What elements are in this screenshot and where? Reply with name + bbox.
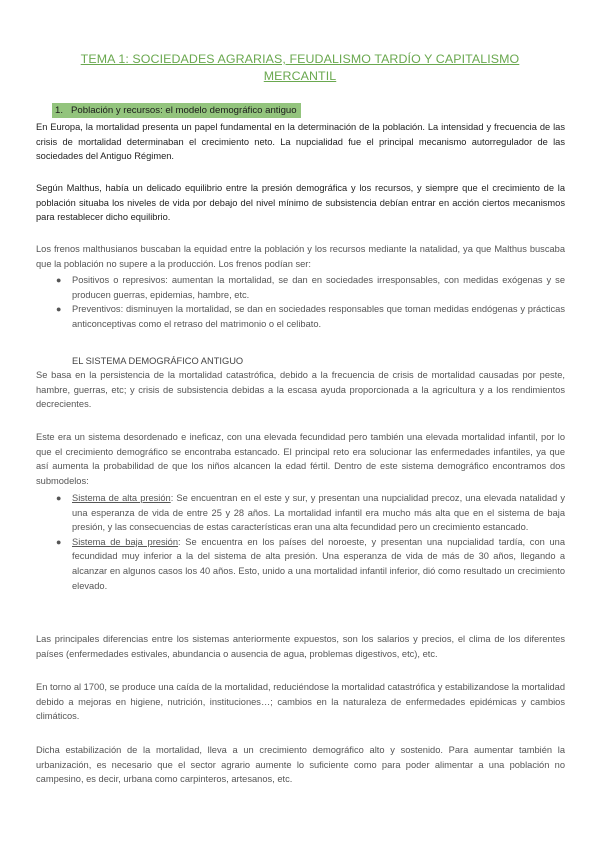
document-title <box>60 51 540 85</box>
paragraph-estabilizacion: Dicha estabilización de la mortalidad, lleva a un crecimiento demográfico alto y sostenido. Para aumentar también la urbanización, es necesario que el sector agrario aumente lo suficiente como para poder alimentar a una población no campesino, es decir, urbana como carpinteros, artesanos, etc. <box>36 745 565 785</box>
bullet-icon: ● <box>56 304 62 315</box>
section-number: 1. <box>55 105 64 116</box>
section-label: Población y recursos: el modelo demográfico antiguo <box>71 105 297 116</box>
paragraph-malthus: Según Malthus, había un delicado equilibrio entre la presión demográfica y los recursos, y siempre que el crecimiento de la población situaba los niveles de vida por debajo del nivel mínimo de subsistencia debían entrar en acción ciertos mecanismos para restablecer dicho equilibrio. <box>36 183 565 223</box>
bullet-icon: ● <box>56 493 62 503</box>
list-item <box>36 491 565 535</box>
list-item <box>36 535 565 593</box>
list-item-text: Positivos o represivos: aumentan la mortalidad, se dan en sociedades irresponsables, con medidas exógenas y se producen guerras, epidemias, hambre, etc. <box>72 275 565 300</box>
paragraph-frenos: Los frenos malthusianos buscaban la equidad entre la población y los recursos mediante la natalidad, ya que Malthus buscaba que la población no supere a la producción. Los frenos podían ser: <box>36 244 565 269</box>
bullet-icon: ● <box>56 536 62 547</box>
submodelos-list <box>36 491 565 593</box>
bullet-icon: ● <box>56 275 62 285</box>
list-item-text: : Se encuentra en los países del noroeste, y presentan una nupcialidad tardía, con una fecundidad muy inferior a la del sistema de alta presión. Una esperanza de vida de más de 30 años, llegando a alcanzar en algunos casos los 40 años. Esto, unido a una mortalidad infantil inferior, dió como resultado un crecimiento elevado. <box>72 536 565 591</box>
paragraph-mortalidad-catastrofica: Se basa en la persistencia de la mortalidad catastrófica, debido a la frecuencia de crisis de mortalidad causadas por peste, hambre, guerras, etc; y crisis de subsistencia debidas a la escasa ayuda proporcionada a la agricultura y a los rendimientos decrecientes. <box>36 370 565 410</box>
paragraph-1700: En torno al 1700, se produce una caída de la mortalidad, reduciéndose la mortalidad catastrófica y estabilizandose la mortalidad debido a mejoras en higiene, nutrición, instituciones…; cambios en la naturaleza de enfermedades epidémicas y cambios climáticos. <box>36 682 565 722</box>
section-heading-1 <box>52 103 301 118</box>
list-item-term: Sistema de alta presión <box>72 493 171 503</box>
paragraph-diferencias: Las principales diferencias entre los sistemas anteriormente expuestos, son los salarios y precios, el clima de los diferentes países (enfermedades estivales, abundancia o ausencia de agua, problemas digestivos, etc), etc. <box>36 634 565 659</box>
paragraph-sistema-desordenado: Este era un sistema desordenado e ineficaz, con una elevada fecundidad pero también una elevada mortalidad infantil, por lo que el crecimiento demográfico se encontraba estancado. El principal reto era solucionar las enfermedades infantiles, ya que así aumenta la probabilidad de que los niños alcancen la edad fértil. Dentro de este sistema demográfico encontramos dos submodelos: <box>36 432 565 486</box>
list-item-term: Sistema de baja presión <box>72 536 179 547</box>
list-item-text: Preventivos: disminuyen la mortalidad, se dan en sociedades responsables que toman medidas endógenas y prácticas anticonceptivas como el retraso del matrimonio o el celibato. <box>72 304 565 329</box>
title-line-1: TEMA 1: SOCIEDADES AGRARIAS, FEUDALISMO TARDÍO Y CAPITALISMO <box>80 52 520 66</box>
list-item <box>36 302 565 331</box>
list-item <box>36 273 565 302</box>
list-item-text: : Se encuentran en el este y sur, y presentan una nupcialidad precoz, una elevada natalidad y una esperanza de vida de entre 25 y 28 años. La mortalidad infantil era mucho más alta que en el sistema de baja presión, y las consecuencias de estas características eran una alta fecundidad pero un crecimiento estancado. <box>72 493 565 533</box>
frenos-list <box>36 273 565 331</box>
paragraph-mortalidad: En Europa, la mortalidad presenta un papel fundamental en la determinación de la población. La intensidad y frecuencia de las crisis de mortalidad determinaban el crecimiento neto. La nupcialidad fue el principal mecanismo autorregulador de las sociedades del Antiguo Régimen. <box>36 122 565 162</box>
title-line-2: MERCANTIL <box>263 69 337 83</box>
subheading-sistema-demografico: EL SISTEMA DEMOGRÁFICO ANTIGUO <box>72 356 244 366</box>
